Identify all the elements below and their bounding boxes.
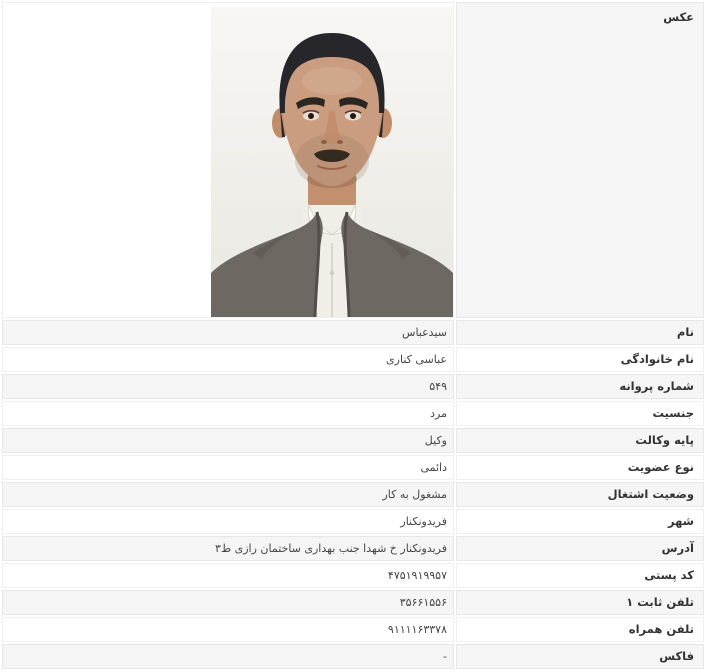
table-row bbox=[2, 455, 704, 480]
table-row bbox=[2, 536, 704, 561]
row-label: کد پستی bbox=[456, 563, 704, 588]
row-label: تلفن ثابت ۱ bbox=[456, 590, 704, 615]
row-value: عباسی کناری bbox=[2, 347, 454, 372]
row-label: آدرس bbox=[456, 536, 704, 561]
row-value: وکیل bbox=[2, 428, 454, 453]
profile-photo bbox=[211, 7, 453, 317]
row-value: دائمی bbox=[2, 455, 454, 480]
row-label: شماره پروانه bbox=[456, 374, 704, 399]
row-value: فریدونکنار خ شهدا جنب بهداری ساختمان رازی ط۳ bbox=[2, 536, 454, 561]
portrait-photo-icon bbox=[211, 7, 453, 317]
table-row bbox=[2, 428, 704, 453]
row-value: ۳۵۶۶۱۵۵۶ bbox=[2, 590, 454, 615]
row-label: نام bbox=[456, 320, 704, 345]
row-label: پایه وکالت bbox=[456, 428, 704, 453]
row-value-photo bbox=[2, 2, 454, 318]
table-row bbox=[2, 563, 704, 588]
row-label: نام خانوادگی bbox=[456, 347, 704, 372]
table-row bbox=[2, 617, 704, 642]
table-row bbox=[2, 347, 704, 372]
row-value: - bbox=[2, 644, 454, 669]
row-value: سیدعباس bbox=[2, 320, 454, 345]
table-row bbox=[2, 509, 704, 534]
row-value: فریدونکنار bbox=[2, 509, 454, 534]
row-value: ۵۴۹ bbox=[2, 374, 454, 399]
row-value: مرد bbox=[2, 401, 454, 426]
row-label: جنسیت bbox=[456, 401, 704, 426]
row-value: مشغول به کار bbox=[2, 482, 454, 507]
row-label: شهر bbox=[456, 509, 704, 534]
table-row bbox=[2, 590, 704, 615]
row-label-photo: عکس bbox=[456, 2, 704, 318]
table-row bbox=[2, 401, 704, 426]
table-row bbox=[2, 320, 704, 345]
row-value: ۹۱۱۱۱۶۳۳۷۸ bbox=[2, 617, 454, 642]
row-label: فاکس bbox=[456, 644, 704, 669]
row-label: وضعیت اشتغال bbox=[456, 482, 704, 507]
row-label: تلفن همراه bbox=[456, 617, 704, 642]
table-row bbox=[2, 644, 704, 669]
table-row bbox=[2, 374, 704, 399]
row-label: نوع عضویت bbox=[456, 455, 704, 480]
table-row-photo bbox=[2, 2, 704, 318]
table-row bbox=[2, 482, 704, 507]
row-value: ۴۷۵۱۹۱۹۹۵۷ bbox=[2, 563, 454, 588]
